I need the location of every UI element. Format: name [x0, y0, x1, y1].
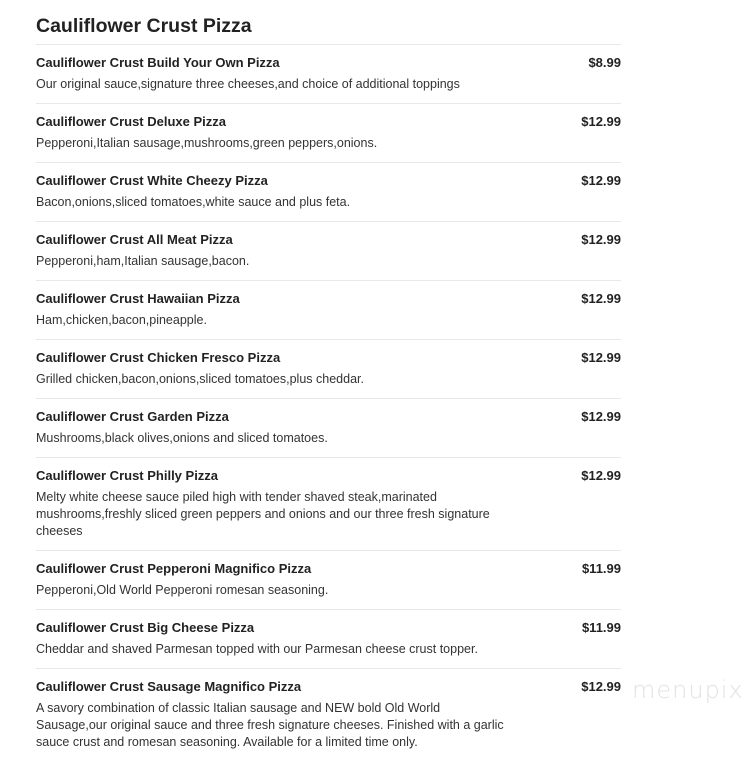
item-price: $12.99 [581, 468, 621, 483]
item-price: $12.99 [581, 409, 621, 424]
item-name: Cauliflower Crust Philly Pizza [36, 468, 219, 483]
item-name: Cauliflower Crust Sausage Magnifico Pizza [36, 679, 302, 694]
menu-item [36, 610, 621, 669]
item-description: Cheddar and shaved Parmesan topped with our Parmesan cheese crust topper. [36, 642, 478, 656]
item-name: Cauliflower Crust All Meat Pizza [36, 232, 233, 247]
item-description: Bacon,onions,sliced tomatoes,white sauce and plus feta. [36, 195, 351, 209]
item-description: Pepperoni,Old World Pepperoni romesan seasoning. [36, 583, 329, 597]
item-name: Cauliflower Crust Big Cheese Pizza [36, 620, 255, 635]
item-description: Pepperoni,Italian sausage,mushrooms,green peppers,onions. [36, 136, 378, 150]
item-name: Cauliflower Crust Pepperoni Magnifico Pizza [36, 561, 312, 576]
item-price: $12.99 [581, 679, 621, 694]
item-price: $12.99 [581, 291, 621, 306]
item-price: $11.99 [581, 561, 621, 576]
item-name: Cauliflower Crust Chicken Fresco Pizza [36, 350, 281, 365]
item-price: $12.99 [581, 114, 621, 129]
menu-item [36, 551, 621, 610]
menu-section [36, 12, 621, 761]
item-price: $11.99 [581, 620, 621, 635]
item-description: A savory combination of classic Italian sausage and NEW bold Old World Sausage,our original sauce and three fresh signature cheeses. Finished with a garlic sauce crust and romesan seasoning. Available for a limited time only. [36, 701, 504, 749]
item-name: Cauliflower Crust Deluxe Pizza [36, 114, 226, 129]
item-description: Our original sauce,signature three cheeses,and choice of additional toppings [36, 77, 460, 91]
menu-item [36, 281, 621, 340]
item-price: $12.99 [581, 173, 621, 188]
item-price: $12.99 [581, 350, 621, 365]
item-name: Cauliflower Crust Hawaiian Pizza [36, 291, 240, 306]
menu-list [36, 45, 621, 761]
watermark: menupix [632, 676, 744, 704]
section-title: Cauliflower Crust Pizza [36, 12, 621, 45]
item-name: Cauliflower Crust Garden Pizza [36, 409, 229, 424]
menu-item [36, 45, 621, 104]
item-description: Pepperoni,ham,Italian sausage,bacon. [36, 254, 250, 268]
menu-item [36, 399, 621, 458]
menu-item [36, 163, 621, 222]
menu-item [36, 222, 621, 281]
menu-item [36, 104, 621, 163]
item-description: Ham,chicken,bacon,pineapple. [36, 313, 207, 327]
item-name: Cauliflower Crust Build Your Own Pizza [36, 55, 280, 70]
menu-item [36, 340, 621, 399]
item-price: $8.99 [588, 55, 621, 70]
item-price: $12.99 [581, 232, 621, 247]
item-name: Cauliflower Crust White Cheezy Pizza [36, 173, 268, 188]
menu-item [36, 458, 621, 551]
item-description: Grilled chicken,bacon,onions,sliced tomatoes,plus cheddar. [36, 372, 364, 386]
item-description: Melty white cheese sauce piled high with tender shaved steak,marinated mushrooms,freshly sliced green peppers and onions and our three fresh signature cheeses [36, 490, 490, 538]
menu-item [36, 669, 621, 761]
item-description: Mushrooms,black olives,onions and sliced tomatoes. [36, 431, 328, 445]
